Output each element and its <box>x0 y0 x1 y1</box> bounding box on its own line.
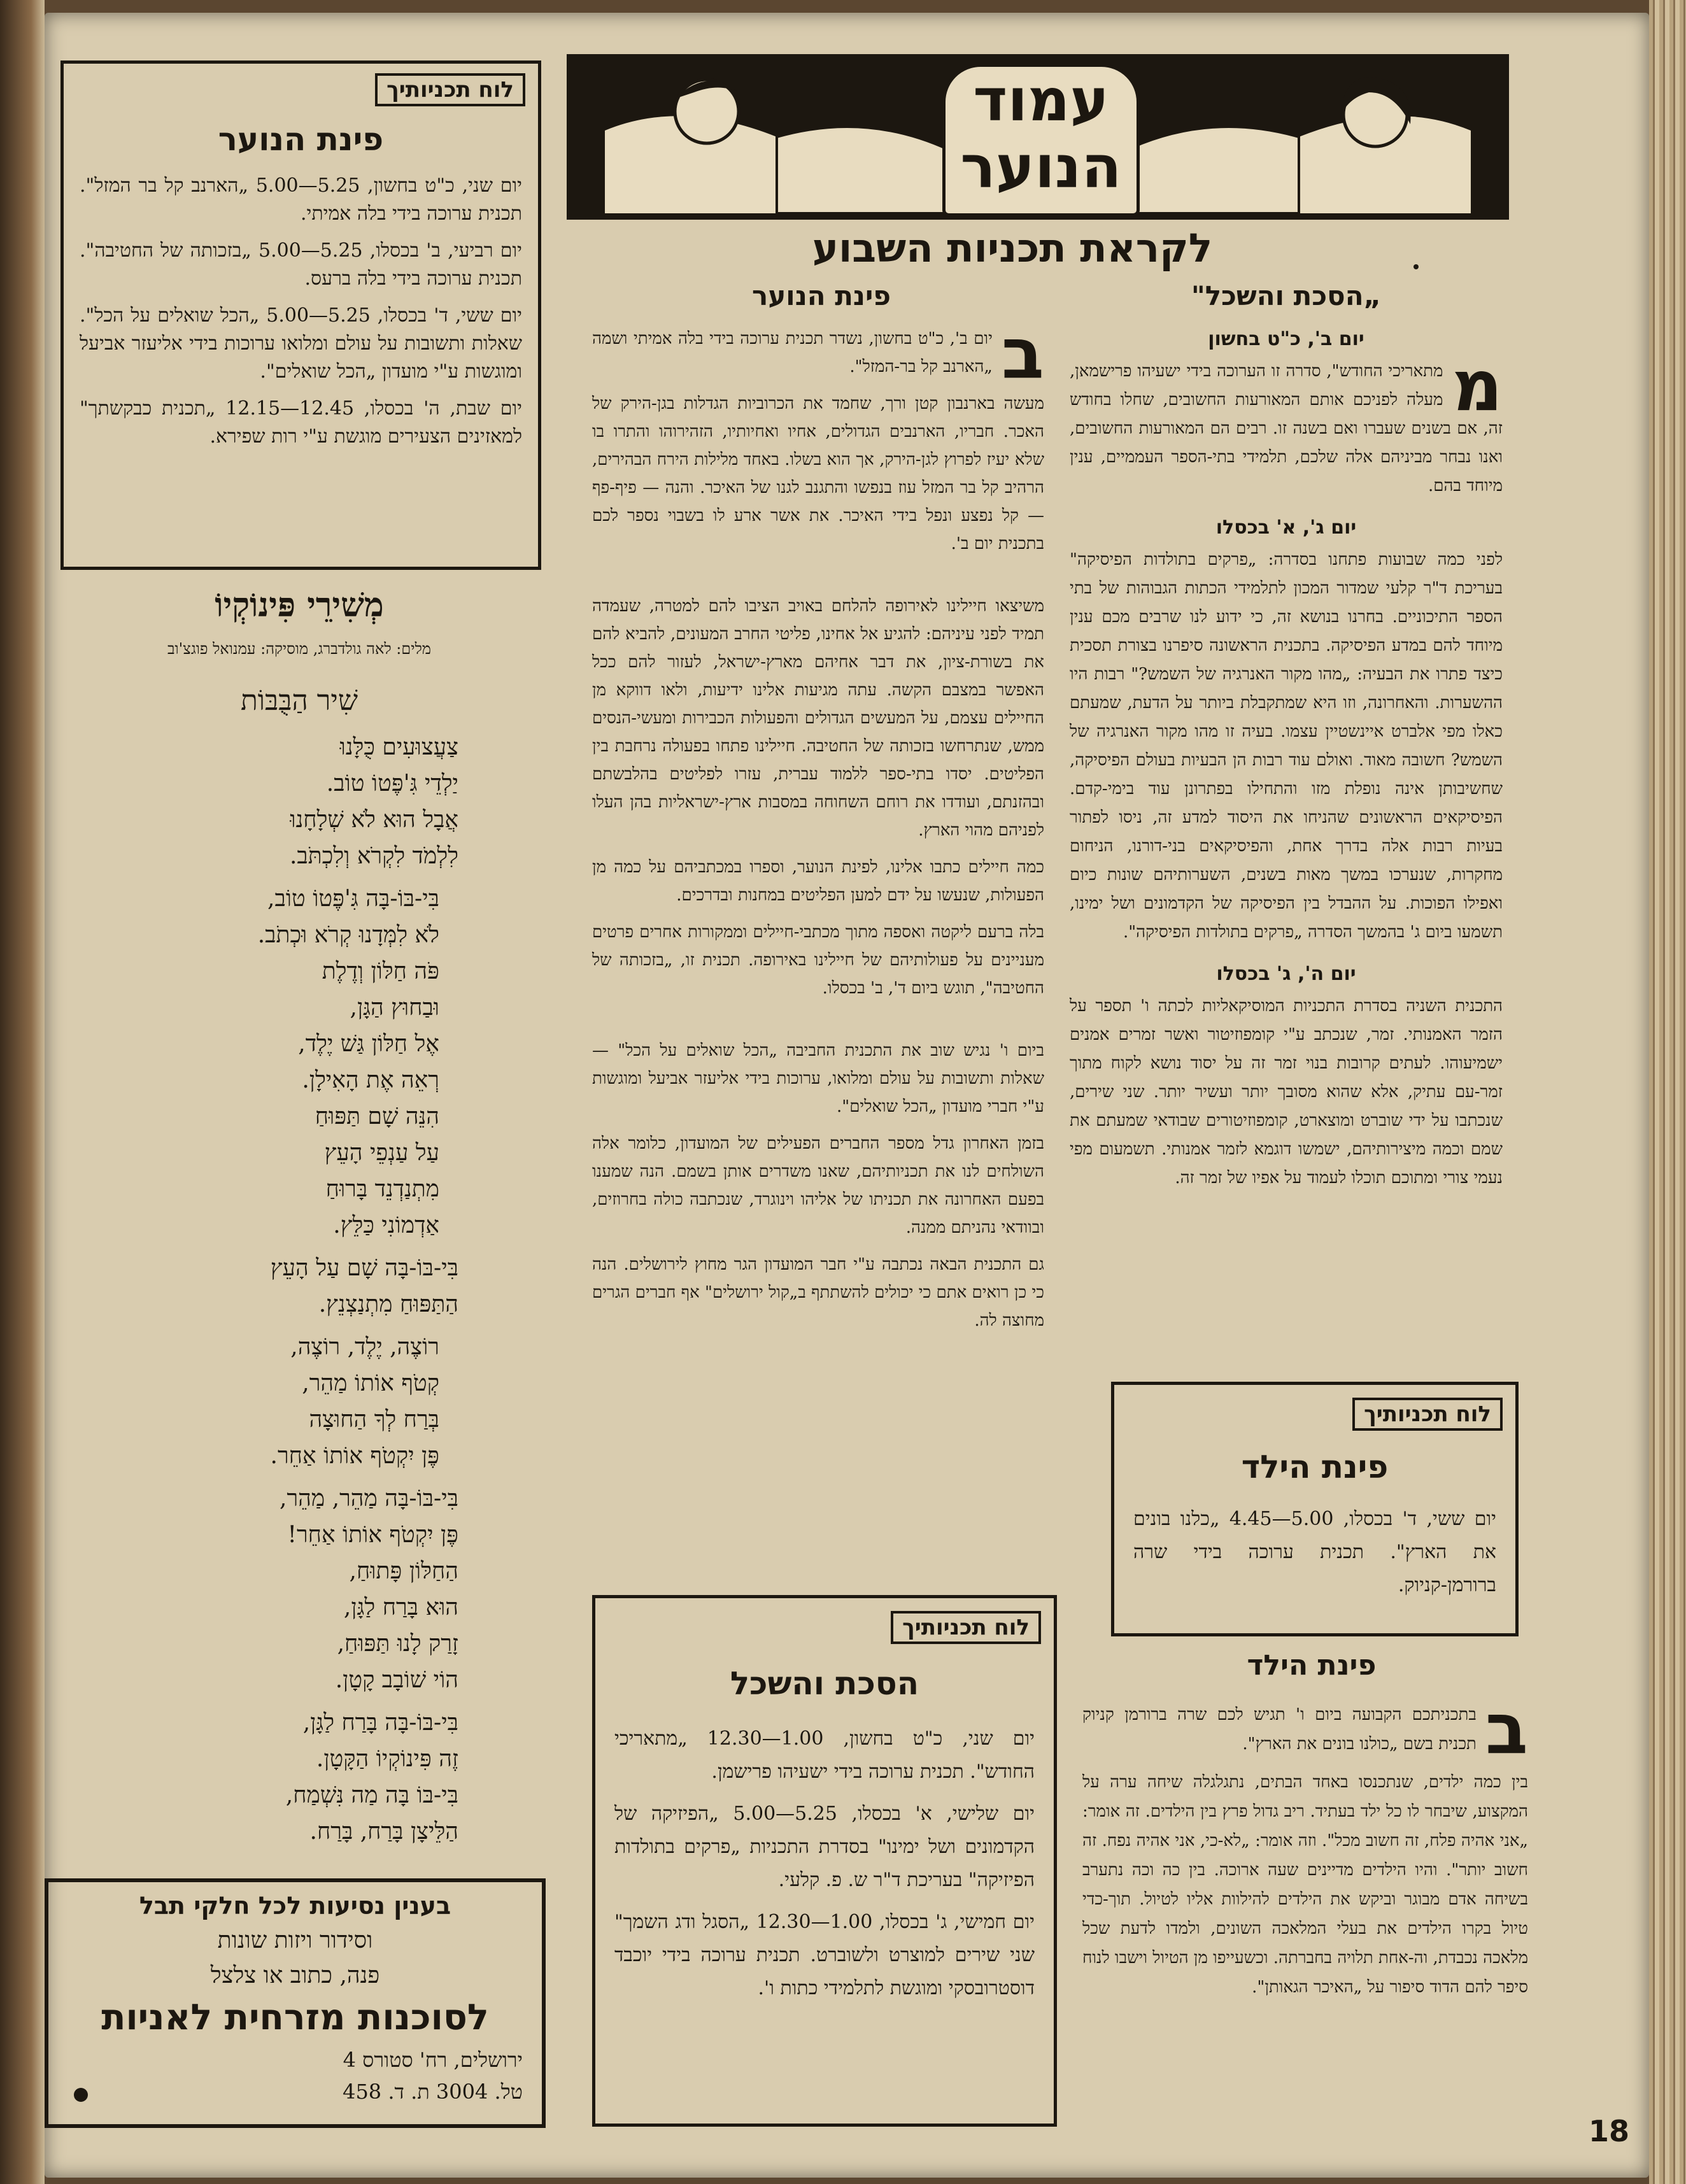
child-paragraph: בין כמה ילדים, שנתכנסו באחד הבתים, נתגלגלה שיחה ערה על המקצוע, שיבחר לו כל ילד בעתיד. ריב גדול פרץ בין הילדים. זה אומר: „אני אהיה פלח, זה חשוב מכל". וזה אומר: „לא-כי, אני אהיה נפח. זה חשוב יותר". והיו הילדים מדיינים שעה ארוכה. בין כה וכה נתערב בשיחה אדם מבוגר וביקש את הילדים להילוות אליו לטיול. תוך-כדי טיול בקרו הילדים את בעלי המלאכה השונים, ולמדו לדעת שכל מלאכה נכבדת, וה-אחת תלויה בחברתה. וכשעייפו מן הטיול וישבו לנוח סיפר להם הדוד סיפור על „האיכר הגאותן". <box>1082 1773 1528 1997</box>
youth-column <box>592 313 1045 1344</box>
schedule-box-child <box>1111 1382 1519 1636</box>
poem-line: בִּי-בּוֹ-בָּה בָּרַח לַגָּן, <box>302 1710 458 1736</box>
ad-line: פנה, כתוב או צלצל <box>210 1962 380 1989</box>
poem-line: בִּי-בּוֹ בָּה מַה נִּשְׁמַח, <box>285 1782 458 1808</box>
schedule-label: לוח תכניותיך <box>891 1611 1041 1644</box>
schedule-entry: יום שני, כ"ט בחשון, 1.00—12.30 „מתאריכי החודש". תכנית ערוכה בידי ישעיהו פרישמן. <box>614 1727 1035 1783</box>
schedule-label: לוח תכניותיך <box>375 73 525 106</box>
poem-line: הַלֵּיצָן בָּרַח, בָּרַח. <box>309 1819 458 1845</box>
schedule-label: לוח תכניותיך <box>1352 1398 1503 1431</box>
schedule-title: פינת הנוער <box>218 121 384 158</box>
header-title-box <box>942 64 1140 216</box>
pinocchio-credits: מלים: לאה גולדברג, מוסיקה: עמנואל פוגצ'וב <box>167 640 432 658</box>
section-divider <box>592 1011 1044 1037</box>
schedule-entries <box>80 172 522 460</box>
dropcap-mem: מ <box>1452 345 1503 427</box>
poem-line: קְטֹף אוֹתוֹ מַהֵר, <box>302 1370 439 1396</box>
poem-line: הוֹי שׁוֹבָב קָטָן. <box>335 1667 458 1693</box>
song-title: שִׁיר הַבֻּבּוֹת <box>240 684 358 717</box>
schedule-entry: יום שלישי, א' בכסלו, 5.25—5.00 „הפיזיקה של הקדמונים ושל ימינו" בסדרת התכניות „פרקים בתולדות הפיזיקה" בעריכת ד"ר ש. פ. קלעי. <box>614 1803 1035 1891</box>
poem-line: זָרַק לָנוּ תַּפּוּחַ, <box>337 1631 458 1657</box>
poem-line: רְאֵה אֶת הָאִילָן. <box>302 1067 439 1093</box>
youth-paragraph: מעשה בארנבון קטן ורך, שחמד את הכרוביות הגדלות בגן-הירק של האכר. חבריו, הארנבים הגדולים, אחיו ואחיותיו, הזהירוהו והתרו בו שלא יעיז לפרוץ לגן-הירק, אך הוא בשלו. באחד מלילות הירח הבהירים, הרהיב קל בר המזל עוז בנפשו והתגנב לגנו של האיכר. והנה — פיף-פף — קל נפצע ונפל בידי האיכר. את אשר ארע לו בשבוי נספר לכם בתכנית יום ב'. <box>592 394 1044 553</box>
schedule-title: הסכת והשכל <box>730 1665 919 1702</box>
ad-line: וסידור ויזות שונות <box>217 1927 373 1954</box>
poem-line: הַחַלּוֹן פָּתוּחַ, <box>349 1558 458 1584</box>
science-day-text: מתאריכי החודש", סדרה זו הערוכה בידי ישעיהו פרישמאן, מעלה לפניכם אותם המאורעות החשובים, שחלו בחודש זה, אם בשנים שעברו ואם בשנה זו. רבים הם המאורעות החשובים, ואנו נבחר מביניהם אלה שלכם, תלמידי בתי-הספר העממיים, ענין מיוחד בהם. <box>1070 362 1503 495</box>
page-number: 18 <box>1589 2114 1630 2148</box>
poem-line: בִּי-בּוֹ-בָּה שָׁם עַל הָעֵץ <box>270 1255 458 1281</box>
schedule-title: פינת הילד <box>1241 1449 1389 1486</box>
poem-line: אַדְמוֹנִי כַּלֵּץ. <box>333 1212 439 1238</box>
youth-paragraph: בלה ברעם ליקטה ואספה מתוך מכתבי-חיילים וממקורות אחרים פרטים מעניינים על פעולותיהם של חיילינו באירופה. תכנית זו, „בזכותה של החטיבה", תוגש ביום ד', ב' בכסלו. <box>592 923 1044 998</box>
stanza <box>96 1250 478 1322</box>
section-divider <box>592 567 1044 592</box>
headline-dot <box>1413 264 1419 269</box>
youth-paragraph: בזמן האחרון גדל מספר החברים הפעילים של המועדון, כלומר אלה השולחים לנו את תכניותיהם, שאנו משדרים אותן בשמם. הנה שמענו בפעם האחרונה את תכניתו של אליהו וינוגרד, שנכתבה כולה בחרוזים, ובוודאי נהניתם ממנה. <box>592 1134 1044 1237</box>
child-column-title: פינת הילד <box>1247 1649 1377 1682</box>
schedule-entries <box>614 1722 1035 2014</box>
child-paragraph: בתכניתכם הקבועה ביום ו' תגיש לכם שרה ברורמן קניוק תכנית בשם „כולנו בונים את הארץ". <box>1082 1705 1477 1754</box>
poem-line: פֶּן יִקְטֹף אוֹתוֹ אַחֵר! <box>287 1522 458 1548</box>
ad-line: לסוכנות מזרחית לאניות <box>101 1997 489 2038</box>
science-day-date: יום ב', כ"ט בחשון <box>1208 328 1364 350</box>
science-day-text: התכנית השניה בסדרת התכניות המוסיקאליות לכתה ו' תספר על הזמר האמנותי. זמר, שנכתב ע"י קומפוזיטור ואשר זמרים אמנים ישמיעוהו. לעתים קרובות בנוי זמר זה על יסוד נושא לקוח מתוך זמר-עם עתיק, אלא שהוא מסובך יותר ועשיר יותר. שני שירים, שנכתבו על ידי שוברט ומוצארט, קומפוזיטורים שבודאי שמעתם את שמם וכמה מיצירותיהם, ישמשו דוגמא לזמר אמנותי. תשמעום מפי נעמי צורי ומתוכם תוכלו לעמוד על אפיו של זמר זה. <box>1070 996 1503 1188</box>
schedule-entry: יום שבת, ה' בכסלו, 12.45—12.15 „תכנית כבקשתך" למאזינים הצעירים מוגשת ע"י רות שפירא. <box>80 397 522 448</box>
poem-line: הַתַּפּוּחַ מִתְנַצְנֵץ. <box>318 1291 458 1317</box>
poem-line: וּבַחוּץ הַגָּן, <box>350 995 439 1021</box>
dropcap-bet: ב <box>1485 1688 1528 1769</box>
poem-line: רוֹצֶה, יֶלֶד, רוֹצֶה, <box>290 1334 439 1360</box>
header-title-line1: עמוד <box>973 66 1109 134</box>
poem-line: יַלְדֵי גִּ'פֶּטוֹ טוֹב. <box>326 770 458 797</box>
child-column <box>1082 1688 1528 2011</box>
poem-line: לִלְמֹד לִקְרֹא וְלִכְתֹּב. <box>289 843 458 869</box>
ad-line: טל. 3004 ת. ד. 458 <box>343 2080 523 2104</box>
stanza <box>96 1329 478 1474</box>
science-day-date: יום ה', ג' בכסלו <box>1216 963 1356 985</box>
magazine-page <box>45 13 1649 2178</box>
poem-line: בְּרַח לְךָ הַחוּצָה <box>309 1407 439 1433</box>
schedule-entry: יום ששי, ד' בכסלו, 5.00—4.45 „כלנו בונים את הארץ". תכנית ערוכה בידי שרה ברורמן-קניוק. <box>1133 1508 1496 1596</box>
poem-line: הוּא בָּרַח לַגָּן, <box>343 1594 458 1620</box>
science-column <box>1070 325 1503 1202</box>
schedule-box-science <box>592 1595 1057 2127</box>
poem-line: זֶה פִּינוֹקְיוֹ הַקָּטָן. <box>316 1746 458 1772</box>
ad-line: ירושלים, רח' סטורס 4 <box>343 2048 523 2072</box>
schedule-entry: יום שני, כ"ט בחשון, 5.25—5.00 „הארנב קל בר המזל". תכנית ערוכה בידי בלה אמיתי. <box>80 174 522 225</box>
poem-line: מִתְנַדְנֵד בָּרוּחַ <box>325 1176 439 1202</box>
schedule-box-youth <box>60 60 541 570</box>
stanza <box>96 1705 478 1850</box>
science-day-text: לפני כמה שבועות פתחנו בסדרה: „פרקים בתולדות הפיסיקה" בעריכת ד"ר קלעי שמדור המכון לתלמידי הכתות הגבוהות של בתי הספר התיכוניים. בחרנו בנושא זה, כי ידוע לנו שרבים מכם ענין מיוחד להם במדע הפיסיקה. בתכנית הראשונה סיפרנו בצורת תסכית כיצד פתרו את הבעיה: „מהו מקור האנרגיה של השמש?" רבות היו ההשערות. והאחרונה, וזו היא שמתקבלת ביותר על הדעת, שמעתם כאלו מפי אלברט איינשטיין עצמו. בעיה זו מהו מקור האנרגיה של השמש? חשובה מאוד. ואולם עוד רבות הן הבעיות בעולם הפיסיקה, שחשיבותן אינה נופלת מזו והתחילו בפתרונן עוד בימי-קדם. הפיסיקאים הראשונים שהניחו את היסוד למדע זה, ניסו לפתור בעיות רבות אלה בדרך אחת, והפיסיקאים בני-דורנו, הניחום מחקרות, שנערכו במשך מאות בשנים, השערותיהם שונות כיום ואפילו הפוכות. על ההבדל בין הפיסיקה של הקדמונים ושל ימינו, תשמעו ביום ג' בהמשך הסדרה „פרקים בתולדות הפיסיקה". <box>1070 550 1503 942</box>
poem-line: פֶּן יִקְטֹף אוֹתוֹ אַחֵר. <box>270 1443 439 1469</box>
book-edge-right <box>1649 0 1686 2184</box>
youth-paragraph: גם התכנית הבאה נכתבה ע"י חבר המועדון הגר מחוץ לירושלים. הנה כי כן רואים אתם כי יכולים להשתתף ב„קול ירושלים" אף חברים הגרים מחוצה לה. <box>592 1255 1045 1330</box>
poem-line: צַעֲצוּעִים כֻּלָּנוּ <box>339 734 458 760</box>
stanza <box>96 1480 478 1698</box>
poem-line: הִנֵּה שָׁם תַּפּוּחַ <box>315 1103 439 1130</box>
poem-line: לֹא לִמְּדָנוּ קְרֹא וּכְתֹב. <box>257 922 439 948</box>
schedule-entry: יום חמישי, ג' בכסלו, 1.00—12.30 „הסגל ודג השמך" שני שירים למוצרט ולשוברט. תכנית ערוכה בידי יוכבד דוסטרובסקי ומוגשת לתלמידי כתות ו'. <box>614 1911 1035 1999</box>
youth-column-title: פינת הנוער <box>752 280 891 311</box>
youth-paragraph: יום ב', כ"ט בחשון, נשדר תכנית ערוכה בידי בלה אמיתי ושמה „הארנב קל בר-המזל". <box>592 329 993 376</box>
schedule-entry: יום ששי, ד' בכסלו, 5.25—5.00 „הכל שואלים על הכל". שאלות ותשובות על עולם ומלואו ערוכות בידי אליעזר אביעל ומוגשות ע"י מועדון „הכל שואלים". <box>80 304 522 383</box>
youth-paragraph: ביום ו' נגיש שוב את התכנית החביבה „הכל שואלים על הכל" — שאלות ותשובות על עולם ומלואו, ערוכות בידי אליעזר אביעל ומוגשות ע"י חברי מועדון „הכל שואלים". <box>592 1041 1044 1116</box>
main-headline: לקראת תכניות השבוע <box>812 225 1213 271</box>
shipping-agency-ad <box>45 1878 546 2128</box>
youth-paragraph: משיצאו חיילינו לאירופה להלחם באויב הציבו להם למטרה, שעמדה תמיד לפני עיניהם: להגיע אל אחינו, פליטי החרב המעונים, להביא להם את בשורת-ציון, את דבר אחיהם מארץ-ישראל, לעזור להם ככל האפשר במצבם הקשה. עתה מגיעות אלינו ידיעות, ולאו דווקא מן החיילים עצמם, על המעשים הגדולים והפעולות הכבירות ומעשי-הנסים ממש, שנתרחשו בזכותה של החטיבה. חיילינו פתחו בפעולה נרחבת בין הפליטים. יסדו בתי-ספר ללמוד עברית, עזרו לפליטים בהלבשתם ובהזנתם, ועודדו את רוחם השחוחה במסבות ארץ-ישראליות בהן העלו לפניהם מהוי הארץ. <box>592 597 1044 840</box>
pinocchio-title: מְשִׁירֵי פִּינוֹקְיוֹ <box>215 586 384 625</box>
poem <box>96 729 478 1850</box>
poem-line: בִּי-בּוֹ-בָּה מַהֵר, מַהֵר, <box>280 1486 458 1512</box>
science-column-title: „הסכת והשכל" <box>1191 280 1382 311</box>
stanza <box>96 729 478 874</box>
header-banner <box>567 54 1509 220</box>
poem-line: אֶל חַלּוֹן גַּשׁ יֶלֶד, <box>298 1031 439 1057</box>
header-title-line2: הנוער <box>960 133 1122 201</box>
poem-line: אֲבָל הוּא לֹא שְׁלָחָנוּ <box>290 807 458 833</box>
poem-line: עַל עַנְפֵי הָעֵץ <box>324 1140 439 1166</box>
book-edge-left <box>0 0 45 2184</box>
ad-line: בענין נסיעות לכל חלקי תבל <box>139 1892 451 1920</box>
poem-line: פֹּה חַלּוֹן וְדֶלֶת <box>322 958 439 984</box>
poem-line: בִּי-בּוֹ-בָּה גִּ'פֶּטוֹ טוֹב, <box>267 886 439 912</box>
bullet-icon <box>74 2088 88 2102</box>
science-day-date: יום ג', א' בכסלו <box>1215 516 1357 539</box>
schedule-entry: יום רביעי, ב' בכסלו, 5.25—5.00 „בזכותה של החטיבה". תכנית ערוכה בידי בלה ברעס. <box>80 239 522 290</box>
dropcap-bet: ב <box>1001 313 1044 394</box>
stanza <box>96 881 478 1244</box>
youth-paragraph: כמה חיילים כתבו אלינו, לפינת הנוער, וספרו במכתביהם על כמה מן הפעולות, שנעשו על ידם למען הפליטים במחנות ובדרכים. <box>592 858 1044 905</box>
